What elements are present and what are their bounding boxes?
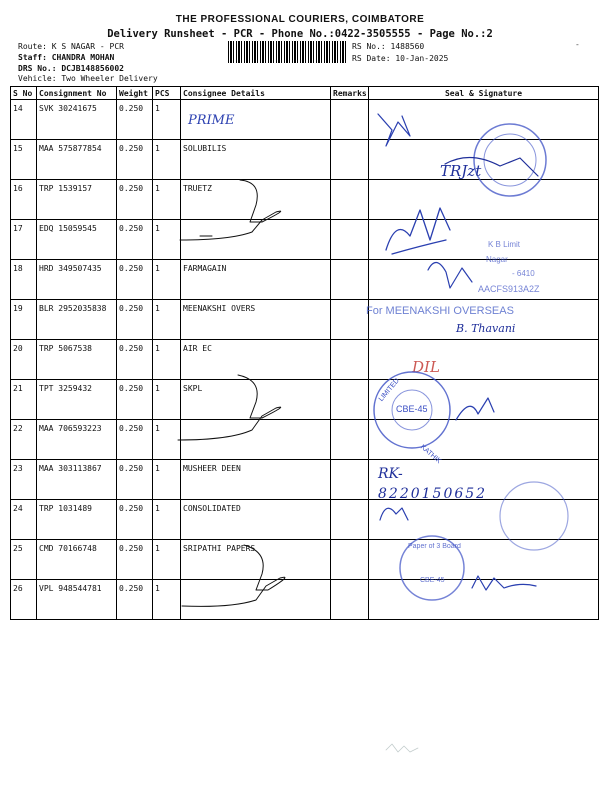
row-consignee [181, 220, 331, 260]
row-pcs: 1 [153, 180, 181, 220]
row-consignment: BLR 2952035838 [37, 300, 117, 340]
row-consignment: SVK 30241675 [37, 100, 117, 140]
stamp-pin: - 6410 [512, 269, 535, 278]
table-header-row [11, 87, 599, 100]
row-weight: 0.250 [117, 380, 153, 420]
row-sno: 17 [11, 220, 37, 260]
row-weight: 0.250 [117, 500, 153, 540]
row-remarks [331, 100, 369, 140]
stamp-cbe: CBE-45 [396, 404, 428, 414]
stamp-limited: LIMITED [377, 377, 401, 403]
row-consignment: MAA 303113867 [37, 460, 117, 500]
route-label: Route: K S NAGAR - PCR [18, 42, 124, 51]
staff-label: Staff: CHANDRA MOHAN [18, 53, 115, 62]
stamp-kathik: KATHIK [418, 443, 443, 466]
row-weight: 0.250 [117, 340, 153, 380]
stamp-gst: AACFS913A2Z [478, 284, 540, 294]
row-remarks [331, 540, 369, 580]
row-pcs: 1 [153, 300, 181, 340]
row-sno: 26 [11, 580, 37, 620]
handwritten-phone: 8220150652 [378, 486, 488, 502]
col-consignment: Consignment No [37, 87, 117, 100]
table-row [11, 460, 599, 500]
col-sno: S No [11, 87, 37, 100]
row-sno: 15 [11, 140, 37, 180]
row-weight: 0.250 [117, 300, 153, 340]
row-consignment: TPT 3259432 [37, 380, 117, 420]
row-remarks [331, 500, 369, 540]
row-consignee: MEENAKSHI OVERS [181, 300, 331, 340]
stamp-cbe-2: CBE-45 [420, 577, 445, 584]
row-consignment: MAA 575877854 [37, 140, 117, 180]
handwritten-thavani: B. Thavani [456, 322, 516, 335]
table-row [11, 260, 599, 300]
row-signature [369, 180, 599, 220]
handwritten-rk: RK- [378, 466, 403, 482]
table-row [11, 500, 599, 540]
row-weight: 0.250 [117, 260, 153, 300]
stamp-meenakshi: For MEENAKSHI OVERSEAS [366, 305, 514, 317]
col-pcs: PCS [153, 87, 181, 100]
row-pcs: 1 [153, 380, 181, 420]
row-consignee: CONSOLIDATED [181, 500, 331, 540]
company-title: THE PROFESSIONAL COURIERS, COIMBATORE [175, 14, 425, 25]
row-weight: 0.250 [117, 100, 153, 140]
row-weight: 0.250 [117, 460, 153, 500]
table-row [11, 140, 599, 180]
row-pcs: 1 [153, 580, 181, 620]
row-consignee: FARMAGAIN [181, 260, 331, 300]
rs-date: RS Date: 10-Jan-2025 [352, 54, 449, 63]
row-signature [369, 220, 599, 260]
row-signature [369, 140, 599, 180]
row-remarks [331, 140, 369, 180]
row-pcs: 1 [153, 540, 181, 580]
row-sno: 18 [11, 260, 37, 300]
row-sno: 16 [11, 180, 37, 220]
row-sno: 14 [11, 100, 37, 140]
row-consignee: SOLUBILIS [181, 140, 331, 180]
row-consignment: HRD 349507435 [37, 260, 117, 300]
row-weight: 0.250 [117, 580, 153, 620]
handwritten-dil: DIL [412, 358, 440, 376]
table-row [11, 300, 599, 340]
barcode-image [228, 41, 346, 63]
row-consignment: EDQ 15059545 [37, 220, 117, 260]
row-remarks [331, 340, 369, 380]
table-row [11, 580, 599, 620]
row-consignment: TRP 1031489 [37, 500, 117, 540]
row-consignment: VPL 948544781 [37, 580, 117, 620]
row-remarks [331, 180, 369, 220]
table-row [11, 540, 599, 580]
rs-number: RS No.: 1488560 [352, 42, 425, 51]
row-consignment: CMD 70166748 [37, 540, 117, 580]
row-signature [369, 100, 599, 140]
row-remarks [331, 580, 369, 620]
table-row [11, 220, 599, 260]
svg-text:K B Limit: K B Limit [488, 240, 521, 249]
row-sno: 25 [11, 540, 37, 580]
row-pcs: 1 [153, 420, 181, 460]
row-consignee: SRIPATHI PAPERS [181, 540, 331, 580]
row-consignment: TRP 5067538 [37, 340, 117, 380]
handwritten-trust: TRJzt [440, 162, 482, 180]
col-signature: Seal & Signature [369, 87, 599, 100]
row-consignee: AIR EC [181, 340, 331, 380]
row-weight: 0.250 [117, 140, 153, 180]
row-pcs: 1 [153, 220, 181, 260]
corner-mark: - [575, 40, 580, 49]
row-signature [369, 540, 599, 580]
row-remarks [331, 380, 369, 420]
runsheet-table [10, 86, 599, 620]
col-consignee: Consignee Details [181, 87, 331, 100]
stamp-papers: Paper of 3 Board [408, 543, 461, 550]
table-row [11, 100, 599, 140]
row-pcs: 1 [153, 140, 181, 180]
row-consignee: TRUETZ [181, 180, 331, 220]
row-weight: 0.250 [117, 540, 153, 580]
row-signature [369, 340, 599, 380]
table-row [11, 420, 599, 460]
row-consignee [181, 100, 331, 140]
stamp-nagar: Nagar [486, 255, 508, 264]
col-remarks: Remarks [331, 87, 369, 100]
row-signature [369, 300, 599, 340]
row-sno: 22 [11, 420, 37, 460]
row-pcs: 1 [153, 260, 181, 300]
row-remarks [331, 300, 369, 340]
row-consignment: TRP 1539157 [37, 180, 117, 220]
row-signature [369, 260, 599, 300]
col-weight: Weight [117, 87, 153, 100]
handwritten-prime: PRIME [188, 113, 235, 128]
row-sno: 21 [11, 380, 37, 420]
row-signature [369, 460, 599, 500]
row-pcs: 1 [153, 460, 181, 500]
row-sno: 19 [11, 300, 37, 340]
row-sno: 24 [11, 500, 37, 540]
row-consignee: MUSHEER DEEN [181, 460, 331, 500]
row-signature [369, 500, 599, 540]
row-remarks [331, 220, 369, 260]
row-remarks [331, 420, 369, 460]
row-signature [369, 580, 599, 620]
drs-number: DRS No.: DCJB148856002 [18, 64, 124, 73]
table-row [11, 180, 599, 220]
row-pcs: 1 [153, 100, 181, 140]
row-pcs: 1 [153, 500, 181, 540]
row-signature [369, 380, 599, 420]
row-pcs: 1 [153, 340, 181, 380]
table-row [11, 380, 599, 420]
row-consignee [181, 580, 331, 620]
row-consignee [181, 420, 331, 460]
row-signature [369, 420, 599, 460]
runsheet-subtitle: Delivery Runsheet - PCR - Phone No.:0422-3505555 - Page No.:2 [107, 28, 493, 40]
table-row [11, 340, 599, 380]
row-sno: 23 [11, 460, 37, 500]
row-remarks [331, 260, 369, 300]
row-weight: 0.250 [117, 180, 153, 220]
row-consignee: SKPL [181, 380, 331, 420]
row-sno: 20 [11, 340, 37, 380]
row-weight: 0.250 [117, 420, 153, 460]
row-weight: 0.250 [117, 220, 153, 260]
row-remarks [331, 460, 369, 500]
vehicle-label: Vehicle: Two Wheeler Delivery [18, 74, 158, 83]
row-consignment: MAA 706593223 [37, 420, 117, 460]
